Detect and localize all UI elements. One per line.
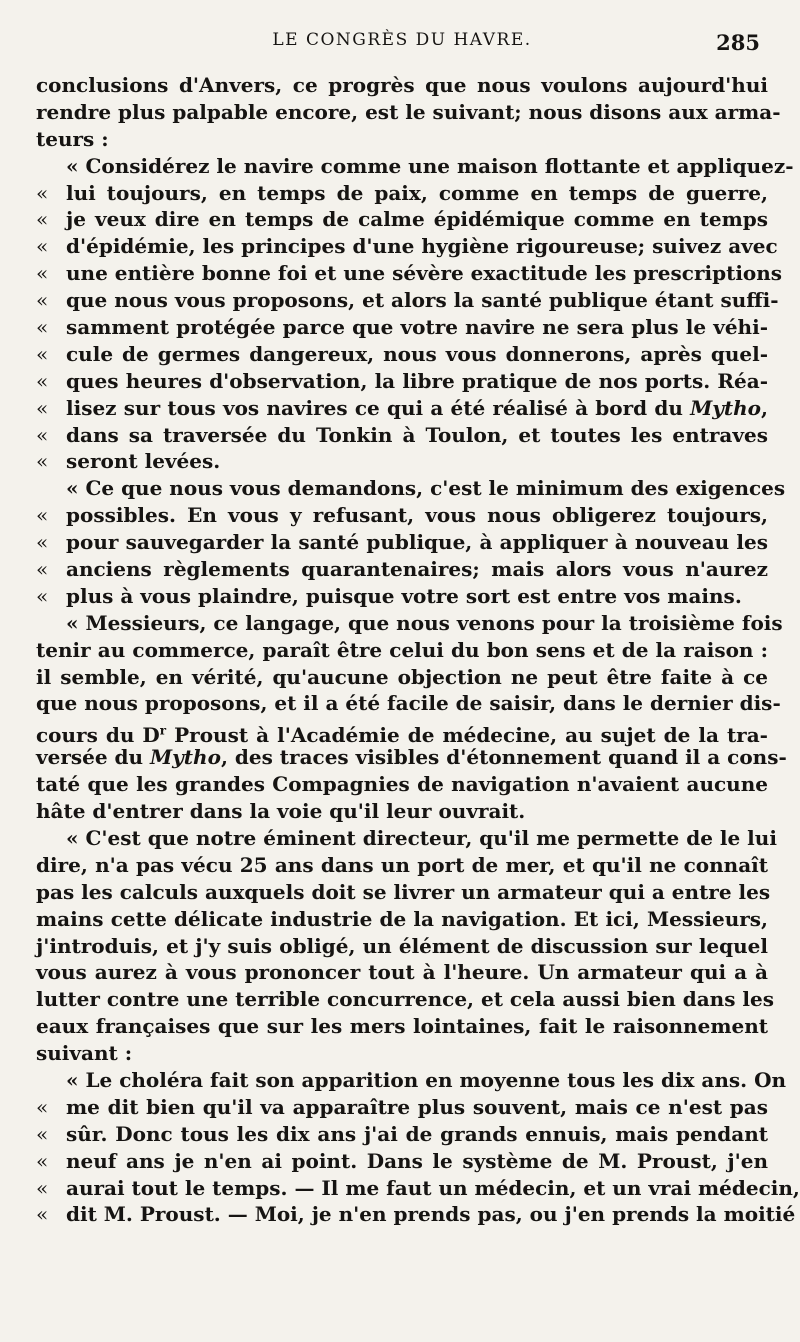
line-text: plus à vous plaindre, puisque votre sort est entre vos mains. bbox=[66, 583, 742, 608]
quote-mark: « bbox=[36, 530, 49, 555]
text-line bbox=[36, 798, 768, 825]
line-text: seront levées. bbox=[66, 449, 221, 474]
text-line bbox=[36, 1094, 768, 1121]
text-line bbox=[36, 448, 768, 475]
text-line bbox=[36, 260, 783, 287]
text-line bbox=[36, 933, 768, 960]
body-text bbox=[36, 72, 800, 1228]
text-line bbox=[36, 529, 768, 556]
line-text: ques heures d'observation, la libre pratique de nos ports. Réa- bbox=[66, 368, 768, 393]
text-line bbox=[36, 1013, 768, 1040]
line-text: anciens règlements quarantenaires; mais alors vous n'aurez bbox=[66, 557, 768, 582]
line-text: suivant : bbox=[36, 1041, 133, 1066]
line-text: je veux dire en temps de calme épidémique comme en temps bbox=[66, 207, 768, 232]
text-line bbox=[36, 825, 777, 852]
line-text: il semble, en vérité, qu'aucune objection ne peut être faite à ce bbox=[36, 664, 768, 689]
text-line bbox=[36, 690, 781, 717]
quote-mark: « bbox=[36, 1175, 49, 1200]
line-text: mains cette délicate industrie de la navigation. Et ici, Messieurs, bbox=[36, 906, 768, 931]
text-line bbox=[36, 72, 768, 99]
line-text: tenir au commerce, paraît être celui du bon sens et de la raison : bbox=[36, 637, 768, 662]
line-text: que nous vous proposons, et alors la santé publique étant suffi- bbox=[66, 288, 779, 313]
line-text: j'introduis, et j'y suis obligé, un élément de discussion sur lequel bbox=[36, 933, 768, 958]
line-text: neuf ans je n'en ai point. Dans le système de M. Proust, j'en bbox=[66, 1148, 768, 1173]
text-line bbox=[36, 153, 794, 180]
line-text: pas les calculs auxquels doit se livrer un armateur qui a entre les bbox=[36, 879, 771, 904]
line-text: eaux françaises que sur les mers lointaines, fait le raisonnement bbox=[36, 1014, 768, 1039]
quote-mark: « bbox=[36, 1121, 49, 1146]
line-text: dans sa traversée du Tonkin à Toulon, et toutes les entraves bbox=[66, 422, 768, 447]
text-line bbox=[36, 664, 768, 691]
text-line bbox=[36, 986, 775, 1013]
text-line bbox=[36, 906, 768, 933]
quote-mark: « bbox=[36, 1094, 49, 1119]
line-text: « C'est que notre éminent directeur, qu'il me permette de le lui bbox=[66, 825, 777, 850]
text-line bbox=[36, 341, 768, 368]
line-text: aurai tout le temps. — Il me faut un médecin, et un vrai médecin, bbox=[66, 1175, 800, 1200]
text-line bbox=[36, 287, 779, 314]
quote-mark: « bbox=[36, 207, 49, 232]
text-line bbox=[36, 1175, 800, 1202]
line-text: « Ce que nous vous demandons, c'est le minimum des exigences bbox=[66, 476, 786, 501]
quote-mark: « bbox=[36, 288, 49, 313]
quote-mark: « bbox=[36, 557, 49, 582]
line-text: « Messieurs, ce langage, que nous venons pour la troisième fois bbox=[66, 610, 783, 635]
line-text: lutter contre une terrible concurrence, et cela aussi bien dans les bbox=[36, 987, 775, 1012]
text-line bbox=[36, 422, 768, 449]
line-text: cule de germes dangereux, nous vous donnerons, après quel- bbox=[66, 341, 768, 366]
text-line bbox=[36, 637, 768, 664]
text-line bbox=[36, 180, 768, 207]
text-line bbox=[36, 717, 768, 748]
text-line bbox=[36, 556, 768, 583]
line-text: hâte d'entrer dans la voie qu'il leur ouvrait. bbox=[36, 799, 526, 824]
text-line bbox=[36, 1201, 796, 1228]
line-text: « Considérez le navire comme une maison flottante et appliquez- bbox=[66, 153, 794, 178]
running-head bbox=[44, 30, 760, 60]
quote-mark: « bbox=[36, 315, 49, 340]
line-text: « Le choléra fait son apparition en moyenne tous les dix ans. On bbox=[66, 1067, 787, 1092]
line-text: lisez sur tous vos navires ce qui a été réalisé à bord du Mytho, bbox=[66, 395, 768, 420]
text-line bbox=[36, 852, 768, 879]
line-text: dire, n'a pas vécu 25 ans dans un port de mer, et qu'il ne connaît bbox=[36, 852, 768, 877]
text-line bbox=[36, 314, 768, 341]
text-line bbox=[36, 879, 771, 906]
quote-mark: « bbox=[36, 234, 49, 259]
line-text: d'épidémie, les principes d'une hygiène rigoureuse; suivez avec bbox=[66, 234, 778, 259]
line-text: dit M. Proust. — Moi, je n'en prends pas, ou j'en prends la moitié bbox=[66, 1202, 796, 1227]
quote-mark: « bbox=[36, 395, 49, 420]
line-text: vous aurez à vous prononcer tout à l'heure. Un armateur qui a à bbox=[36, 960, 768, 985]
quote-mark: « bbox=[36, 1148, 49, 1173]
text-line bbox=[36, 1040, 768, 1067]
page-number: 285 bbox=[716, 30, 760, 55]
text-line bbox=[36, 395, 768, 422]
text-line bbox=[36, 502, 768, 529]
line-text: lui toujours, en temps de paix, comme en temps de guerre, bbox=[66, 180, 768, 205]
line-text: une entière bonne foi et une sévère exactitude les prescriptions bbox=[66, 261, 783, 286]
text-line bbox=[36, 126, 768, 153]
text-line bbox=[36, 206, 768, 233]
text-line bbox=[36, 959, 768, 986]
quote-mark: « bbox=[36, 503, 49, 528]
line-text: pour sauvegarder la santé publique, à appliquer à nouveau les bbox=[66, 530, 768, 555]
line-text: teurs : bbox=[36, 126, 109, 151]
text-line bbox=[36, 1148, 768, 1175]
text-line bbox=[36, 475, 786, 502]
line-text: me dit bien qu'il va apparaître plus souvent, mais ce n'est pas bbox=[66, 1094, 768, 1119]
quote-mark: « bbox=[36, 368, 49, 393]
text-line bbox=[36, 610, 783, 637]
quote-mark: « bbox=[36, 261, 49, 286]
text-line bbox=[36, 583, 768, 610]
text-line bbox=[36, 233, 778, 260]
quote-mark: « bbox=[36, 583, 49, 608]
line-text: que nous proposons, et il a été facile de saisir, dans le dernier dis- bbox=[36, 691, 781, 716]
text-line bbox=[36, 1121, 768, 1148]
line-text: cours du $D^r$ Proust à l'Académie de médecine, au sujet de la tra- bbox=[36, 723, 768, 748]
text-line bbox=[36, 1067, 787, 1094]
quote-mark: « bbox=[36, 180, 49, 205]
line-text: possibles. En vous y refusant, vous nous obligerez toujours, bbox=[66, 503, 768, 528]
quote-mark: « bbox=[36, 341, 49, 366]
line-text: conclusions d'Anvers, ce progrès que nous voulons aujourd'hui bbox=[36, 73, 768, 97]
line-text: sûr. Donc tous les dix ans j'ai de grands ennuis, mais pendant bbox=[66, 1121, 768, 1146]
text-line bbox=[36, 368, 768, 395]
running-title: LE CONGRÈS DU HAVRE. bbox=[272, 30, 532, 50]
quote-mark: « bbox=[36, 1202, 49, 1227]
line-text: samment protégée parce que votre navire ne sera plus le véhi- bbox=[66, 315, 768, 340]
text-line bbox=[36, 771, 768, 798]
line-text: taté que les grandes Compagnies de navigation n'avaient aucune bbox=[36, 772, 768, 797]
quote-mark: « bbox=[36, 449, 49, 474]
text-line bbox=[36, 744, 787, 771]
line-text: versée du Mytho, des traces visibles d'étonnement quand il a cons- bbox=[36, 745, 787, 770]
line-text: rendre plus palpable encore, est le suivant; nous disons aux arma- bbox=[36, 99, 781, 124]
quote-mark: « bbox=[36, 422, 49, 447]
text-line bbox=[36, 99, 781, 126]
